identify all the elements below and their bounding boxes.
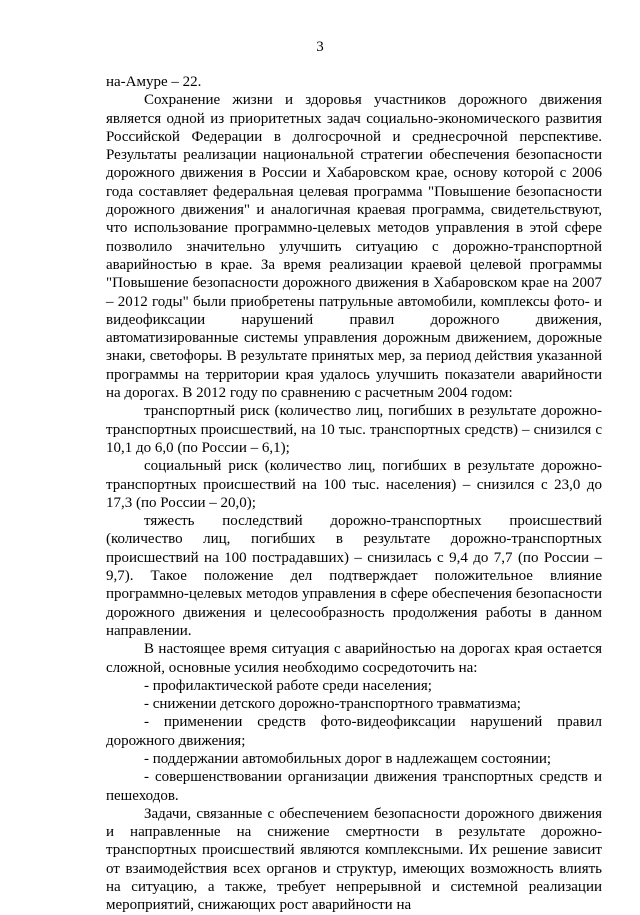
paragraph: социальный риск (количество лиц, погибших в результате дорожно-транспортных происшествий на 100 тыс. населения) – снизился с 23,0 до 17,3 (по России – 20,0); — [106, 458, 602, 511]
paragraph: В настоящее время ситуация с аварийностью на дорогах края остается сложной, основные усилия необходимо сосредоточить на: — [106, 641, 602, 676]
list-item: - совершенствовании организации движения транспортных средств и пешеходов. — [106, 769, 602, 804]
list-item: - применении средств фото-видеофиксации нарушений правил дорожного движения; — [106, 714, 602, 749]
paragraph: на-Амуре – 22. — [106, 74, 202, 90]
paragraph: транспортный риск (количество лиц, погибших в результате дорожно-транспортных происшествий, на 10 тыс. транспортных средств) – снизился с 10,1 до 6,0 (по России – 6,1); — [106, 403, 602, 456]
document-body — [106, 73, 602, 915]
list-item: - снижении детского дорожно-транспортного травматизма; — [144, 696, 521, 713]
paragraph: Сохранение жизни и здоровья участников дорожного движения является одной из приоритетных задач социально-экономического развития Российской Федерации в долгосрочной и среднесрочной перспективе. Результаты реализации национальной стратегии обеспечения безопасности дорожного движения в России и Хабаровском крае, основу которой с 2006 года составляет федеральная целевая программа "Повышение безопасности дорожного движения" и аналогичная краевая программа, свидетельствуют, что использование программно-целевых методов управления в этой сфере позволило значительно улучшить ситуацию с дорожно-транспортной аварийностью в крае. За время реализации краевой целевой программы "Повышение безопасности дорожного движения в Хабаровском крае на 2007 – 2012 годы" были приобретены патрульные автомобили, комплексы фото- и видеофиксации нарушений правил дорожного движения, автоматизированные системы управления дорожным движением, дорожные знаки, светофоры. В результате принятых мер, за период действия указанной программы на территории края удалось улучшить показатели аварийности на дорогах. В 2012 году по сравнению с расчетным 2004 годом: — [106, 92, 602, 402]
page-number: 3 — [316, 39, 324, 55]
paragraph: Задачи, связанные с обеспечением безопасности дорожного движения и направленные на снижение смертности в результате дорожно-транспортных происшествий являются комплексными. Их решение зависит от взаимодействия всех органов и структур, имеющих возможность влиять на ситуацию, а также, требует непрерывной и системной реализации мероприятий, снижающих рост аварийности на — [106, 805, 602, 914]
list-item: - поддержании автомобильных дорог в надлежащем состоянии; — [144, 750, 552, 767]
paragraph: тяжесть последствий дорожно-транспортных происшествий (количество лиц, погибших в результате дорожно-транспортных происшествий на 100 пострадавших) – снизилась с 9,4 до 7,7 (по России – 9,7). Такое положение дел подтверждает положительное влияние программно-целевых методов управления в сфере обеспечения безопасности дорожного движения и целесообразность продолжения работы в данном направлении. — [106, 513, 602, 639]
list-item: - профилактической работе среди населения; — [144, 677, 432, 694]
